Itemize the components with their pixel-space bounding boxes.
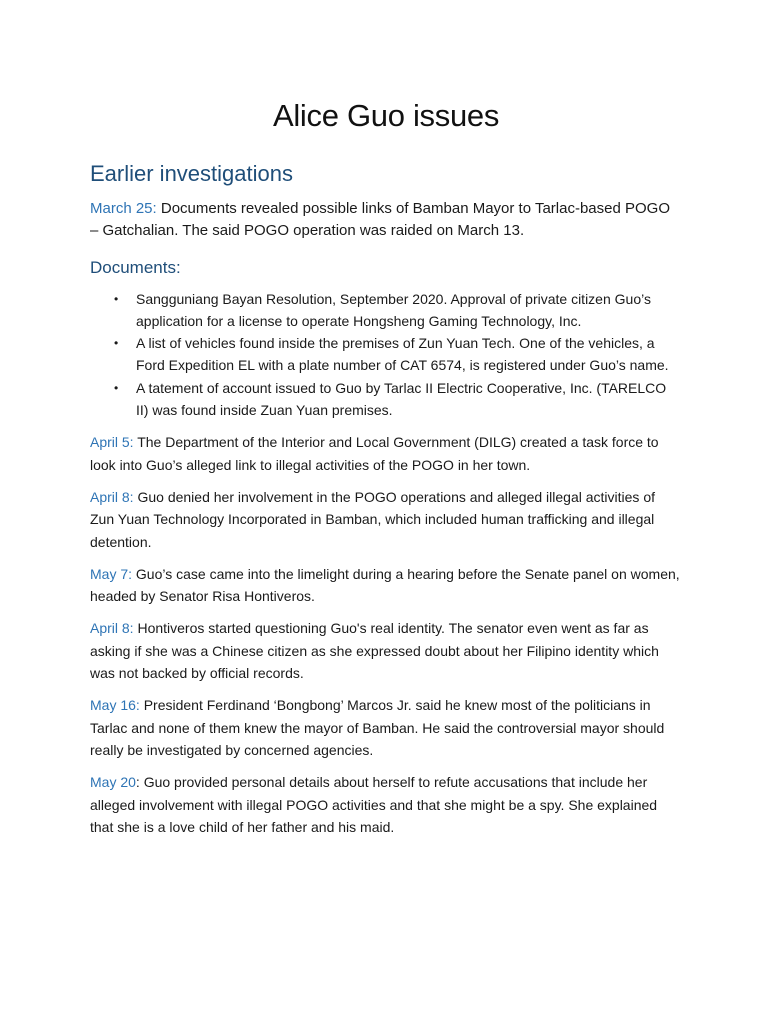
entry-text: President Ferdinand ‘Bongbong’ Marcos Jr. said he knew most of the politicians in Tarlac and none of them knew the mayor of Bamban. He said the controversial mayor should really be investigated by concerned agencies. (90, 697, 665, 758)
list-item (90, 377, 682, 422)
bullet-icon: • (114, 336, 119, 351)
documents-list (90, 288, 682, 422)
list-item-text: A tatement of account issued to Guo by Tarlac II Electric Cooperative, Inc. (TARELCO II) was found inside Zuan Yuan premises. (136, 379, 667, 419)
section-heading-earlier-investigations: Earlier investigations (90, 161, 293, 186)
entry-text: Guo’s case came into the limelight during a hearing before the Senate panel on women, headed by Senator Risa Hontiveros. (90, 565, 680, 605)
entry-text: Guo denied her involvement in the POGO operations and alleged illegal activities of Zun Yuan Technology Incorporated in Bamban, which included human trafficking and illegal detention. (90, 488, 655, 550)
timeline-entry (90, 694, 682, 761)
list-item (90, 332, 682, 377)
documents-heading: Documents: (90, 257, 181, 277)
entry-text: : Guo provided personal details about herself to refute accusations that include her alleged involvement with illegal POGO activities and that she might be a spy. She explained that she is a love child of her father and his maid. (90, 774, 658, 835)
entry-date: March 25: (90, 200, 157, 217)
timeline-entry (90, 563, 682, 608)
intro-entry (90, 198, 682, 243)
timeline (90, 431, 682, 838)
entry-date: May 7: (90, 565, 133, 582)
list-item (90, 288, 682, 333)
timeline-entry (90, 617, 682, 684)
list-item-text: Sangguniang Bayan Resolution, September 2020. Approval of private citizen Guo’s application for a license to operate Hongsheng Gaming Technology, Inc. (136, 290, 651, 329)
list-item-text: A list of vehicles found inside the premises of Zun Yuan Tech. One of the vehicles, a Ford Expedition EL with a plate number of CAT 6574, is registered under Guo’s name. (136, 335, 669, 374)
timeline-entry (90, 771, 682, 838)
entry-date: April 8: (90, 620, 134, 637)
document-page (90, 0, 682, 838)
bullet-icon: • (114, 380, 119, 395)
entry-date: April 8: (90, 488, 134, 505)
entry-date: May 16: (90, 697, 140, 714)
entry-date: April 5: (90, 434, 134, 451)
entry-text: The Department of the Interior and Local Government (DILG) created a task force to look into Guo’s alleged link to illegal activities of the POGO in her town. (90, 434, 659, 473)
timeline-entry (90, 431, 682, 476)
bullet-icon: • (114, 291, 119, 306)
entry-text: Hontiveros started questioning Guo's real identity. The senator even went as far as asking if she was a Chinese citizen as she expressed doubt about her Filipino identity which was not backed by official records. (90, 620, 659, 682)
entry-date: May 20 (90, 774, 136, 791)
entry-text: Documents revealed possible links of Bamban Mayor to Tarlac-based POGO – Gatchalian. The said POGO operation was raided on March 13. (90, 200, 670, 240)
document-title: Alice Guo issues (272, 98, 500, 133)
timeline-entry (90, 486, 682, 553)
